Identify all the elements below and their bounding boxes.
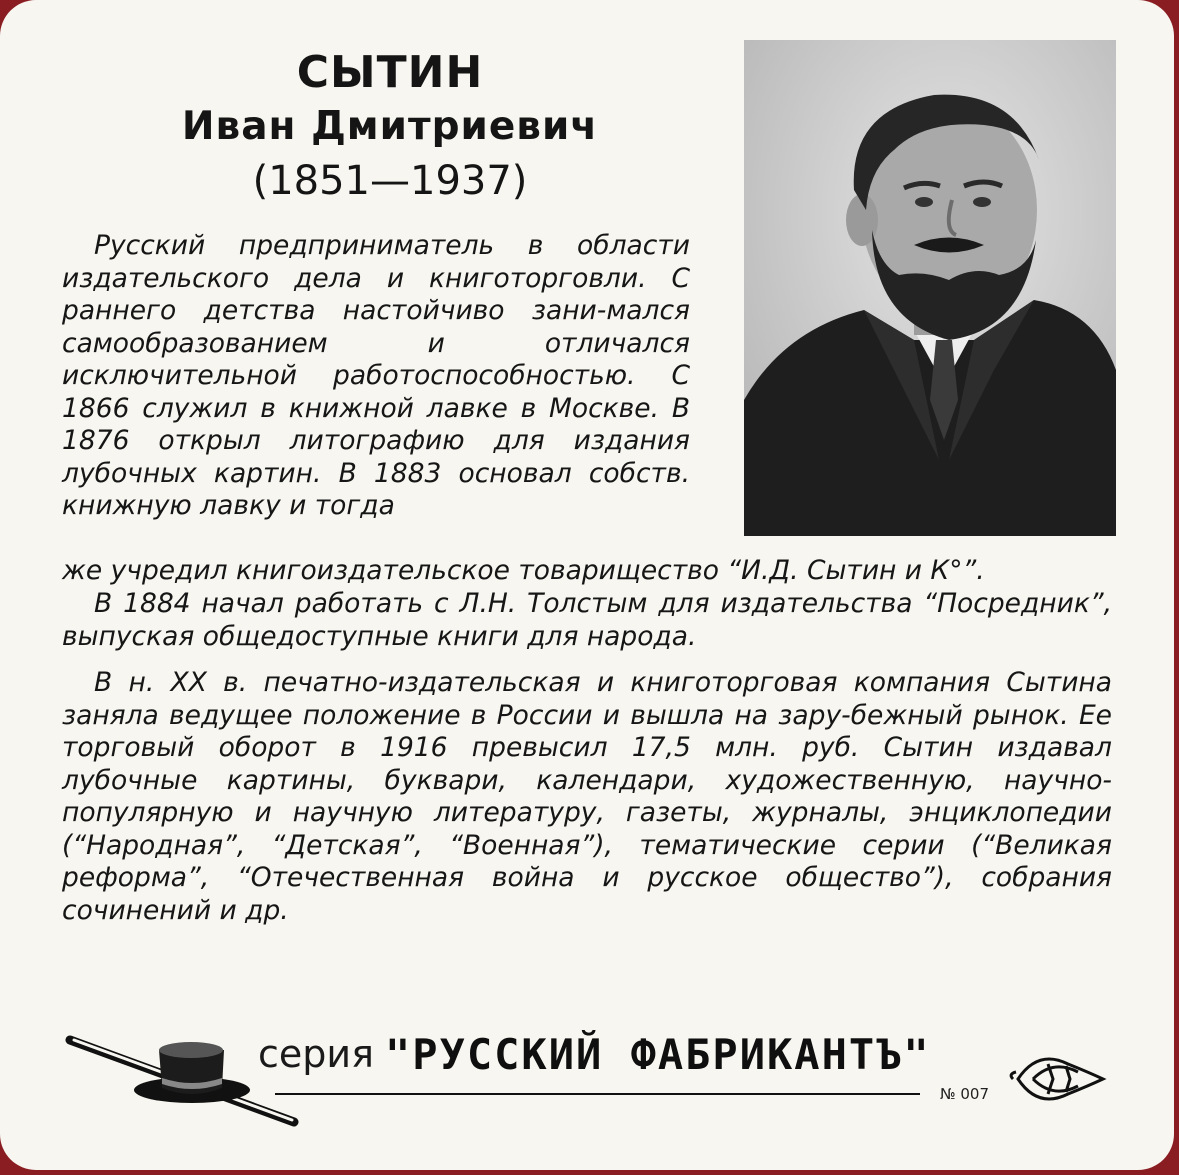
given-name-heading: Иван Дмитриевич (181, 104, 599, 149)
series-title: "РУССКИЙ ФАБРИКАНТЪ" (385, 1030, 931, 1079)
biography-company-text: В н. XX в. печатно-издательская и книготорговая компания Сытина заняла ведущее положение в России и вышла на зару-бежный рынок. Ее торговый оборот в 1916 превысил 17,5 млн. руб. Сытин издавал лубочные картины, буквари, календари, художественную, научно-популярную и научную литературу, газеты, журналы, энциклопедии (“Народная”, “Детская”, “Военная”), тематические серии (“Великая реформа”, “Отечественная война и русское общество”), собрания сочинений и др. (62, 667, 1112, 926)
biography-tolstoy (62, 588, 1112, 653)
series-label: серия (258, 1032, 374, 1076)
biography-intro (62, 230, 690, 523)
life-years: (1851—1937) (252, 158, 528, 204)
title-block (100, 45, 680, 209)
biography-company (62, 667, 1112, 927)
portrait-illustration (744, 40, 1116, 536)
surname-heading: СЫТИН (296, 47, 484, 98)
biography-tolstoy-text: В 1884 начал работать с Л.Н. Толстым для издательства “Посредник”, выпуская общедоступные книги для народа. (62, 588, 1112, 652)
portrait-photo (744, 40, 1116, 536)
hop-cone-icon (1008, 1044, 1108, 1114)
biography-intro-continued: же учредил книгоиздательское товарищество “И.Д. Сытин и К°”. (62, 555, 985, 586)
serial-number: № 007 (940, 1085, 989, 1103)
biography-intro-text: Русский предприниматель в области издательского дела и книготорговли. С раннего детства настойчиво зани-мался самообразованием и отличался исключительной работоспособностью. С 1866 служил в книжной лавке в Москве. В 1876 открыл литографию для издания лубочных картин. В 1883 основал собств. книжную лавку и тогда (62, 230, 690, 521)
footer-divider (275, 1093, 920, 1095)
